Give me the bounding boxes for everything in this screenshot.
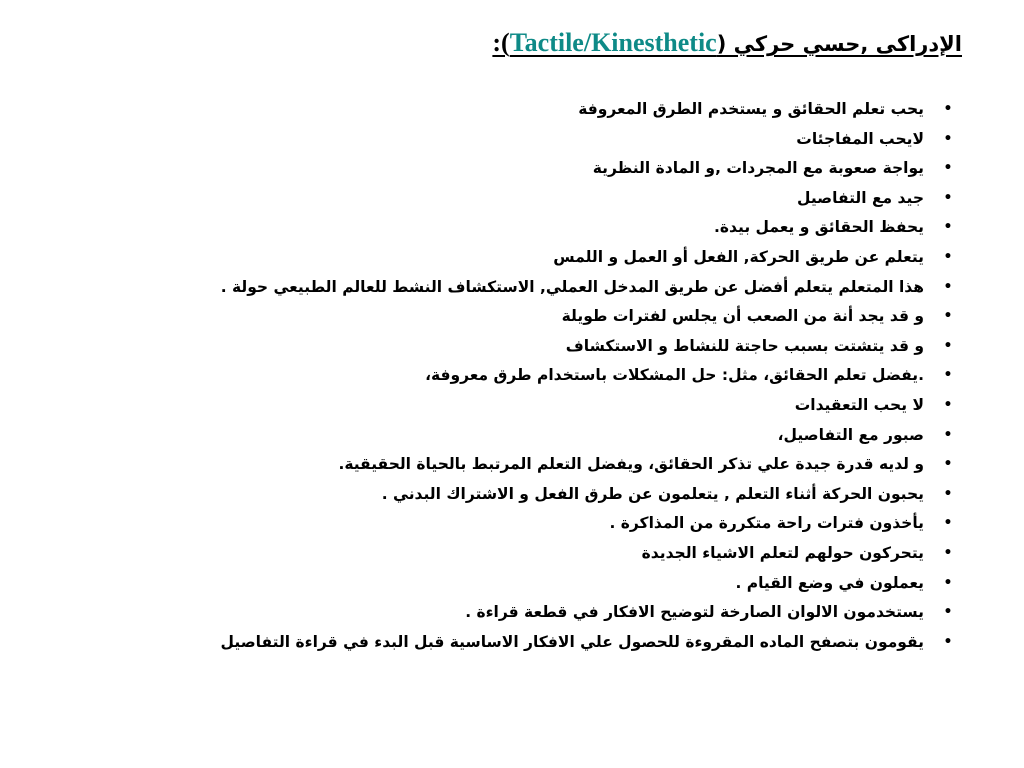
list-item-text: لا يحب التعقيدات xyxy=(794,395,924,414)
list-item-text: يواجة صعوبة مع المجردات ,و المادة النظرية xyxy=(592,159,924,178)
bullet-icon: • xyxy=(943,515,953,532)
list-item xyxy=(221,598,958,628)
bullet-icon: • xyxy=(943,485,953,502)
list-item-text: يتحركون حولهم لتعلم الاشياء الجديدة xyxy=(641,543,924,562)
bullet-icon: • xyxy=(943,130,953,147)
bullet-icon: • xyxy=(943,633,953,650)
list-item-text: يقومون بتصفح الماده المقروءة للحصول علي الافكار الاساسية قبل البدء في قراءة التفاصيل xyxy=(220,632,924,651)
list-item-text: يعملون في وضع القيام . xyxy=(735,573,924,592)
list-item-text: صبور مع التفاصيل، xyxy=(777,425,924,444)
bullet-icon: • xyxy=(943,367,953,384)
list-item-text: و لديه قدرة جيدة علي تذكر الحقائق، ويفضل التعلم المرتبط بالحياة الحقيقية. xyxy=(338,455,924,474)
list-item-text: يستخدمون الالوان الصارخة لتوضيح الافكار في قطعة قراءة . xyxy=(465,603,924,622)
list-item xyxy=(221,361,958,391)
list-item-text: يحب تعلم الحقائق و يستخدم الطرق المعروفة xyxy=(578,100,924,118)
list-item-text: هذا المتعلم يتعلم أفضل عن طريق المدخل العملي, الاستكشاف النشط للعالم الطبيعي حولة . xyxy=(220,277,924,296)
bullet-icon: • xyxy=(943,189,953,206)
bullet-icon: • xyxy=(943,337,953,354)
list-item-text: يحفظ الحقائق و يعمل بيدة. xyxy=(714,218,924,237)
list-item xyxy=(221,509,958,539)
list-item xyxy=(221,391,958,421)
list-item xyxy=(221,628,958,658)
bullet-icon: • xyxy=(943,248,953,265)
bullet-icon: • xyxy=(943,574,953,591)
list-item xyxy=(221,95,958,125)
bullet-list xyxy=(221,95,958,657)
list-item xyxy=(221,569,958,599)
list-item-text: .يفضل تعلم الحقائق، مثل: حل المشكلات باستخدام طرق معروفة، xyxy=(425,366,924,385)
bullet-icon: • xyxy=(943,278,953,295)
bullet-icon: • xyxy=(943,396,953,413)
list-item xyxy=(221,332,958,362)
list-item-text: لايحب المفاجئات xyxy=(796,129,924,148)
bullet-icon: • xyxy=(943,544,953,561)
slide-title xyxy=(492,26,962,61)
list-item-text: و قد يجد أنة من الصعب أن يجلس لفترات طويلة xyxy=(561,307,924,326)
list-item xyxy=(221,125,958,155)
list-item-text: و قد يتشتت بسبب حاجتة للنشاط و الاستكشاف xyxy=(565,336,924,355)
list-item-text: يحبون الحركة أثناء التعلم , يتعلمون عن طرق الفعل و الاشتراك البدني . xyxy=(381,484,924,503)
bullet-icon: • xyxy=(943,456,953,473)
list-item xyxy=(221,302,958,332)
list-item xyxy=(221,154,958,184)
list-item xyxy=(221,243,958,273)
list-item xyxy=(221,480,958,510)
list-item-text: يأخذون فترات راحة متكررة من المذاكرة . xyxy=(609,514,924,533)
list-item xyxy=(221,213,958,243)
list-item-text: يتعلم عن طريق الحركة, الفعل أو العمل و اللمس xyxy=(553,247,924,266)
list-item xyxy=(221,539,958,569)
title-arabic: الإدراكى ,حسي حركي ( xyxy=(716,32,962,56)
list-item-text: جيد مع التفاصيل xyxy=(796,188,924,207)
bullet-icon: • xyxy=(943,308,953,325)
bullet-icon: • xyxy=(943,604,953,621)
title-suffix: ): xyxy=(492,28,510,57)
list-item xyxy=(221,273,958,303)
bullet-icon: • xyxy=(943,219,953,236)
list-item xyxy=(221,184,958,214)
list-item xyxy=(221,450,958,480)
bullet-icon: • xyxy=(943,101,953,117)
title-english: Tactile/Kinesthetic xyxy=(509,28,717,57)
list-item xyxy=(221,421,958,451)
bullet-icon: • xyxy=(943,160,953,177)
bullet-icon: • xyxy=(943,426,953,443)
